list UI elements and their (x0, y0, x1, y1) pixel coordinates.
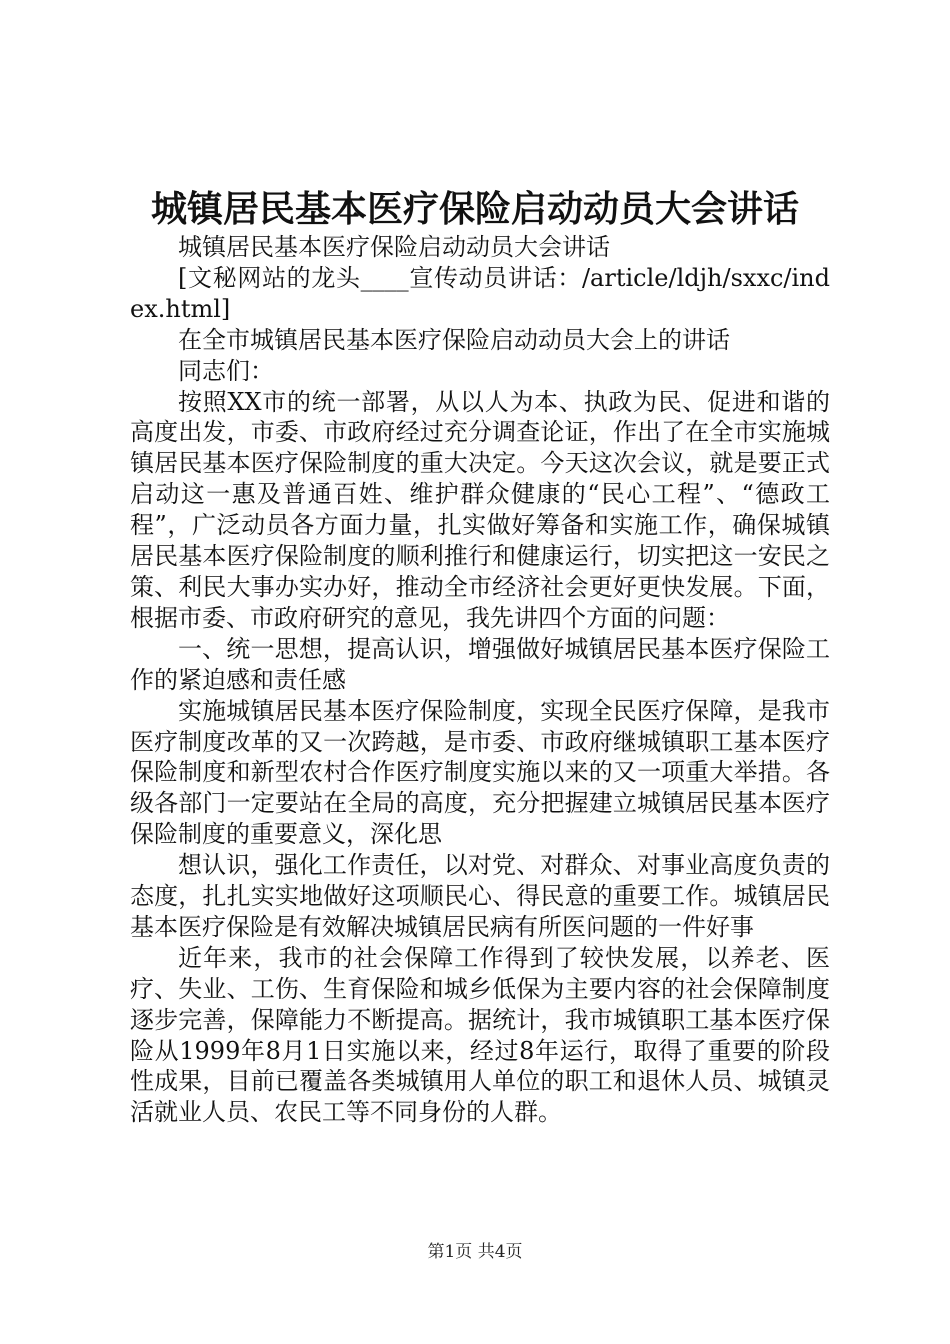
paragraph-subtitle: 城镇居民基本医疗保险启动动员大会讲话 (178, 233, 610, 261)
paragraph-source-link: [文秘网站的龙头____宣传动员讲话：/article/ldjh/sxxc/index.html] (130, 263, 830, 323)
paragraph-intro: 按照XX市的统一部署，从以人为本、执政为民、促进和谐的高度出发，市委、市政府经过充分调查论证，作出了在全市实施城镇居民基本医疗保险制度的重大决定。今天这次会议，就是要正式启动这一惠及普通百姓、维护群众健康的“民心工程”、“德政工程”，广泛动员各方面力量，扎实做好筹备和实施工作，确保城镇居民基本医疗保险制度的顺利推行和健康运行，切实把这一安民之策、利民大事办实办好，推动全市经济社会更好更快发展。下面，根据市委、市政府研究的意见，我先讲四个方面的问题： (130, 387, 830, 632)
paragraph-body-3: 近年来，我市的社会保障工作得到了较快发展，以养老、医疗、失业、工伤、生育保险和城乡低保为主要内容的社会保障制度逐步完善，保障能力不断提高。据统计，我市城镇职工基本医疗保险从1999年8月1日实施以来，经过8年运行，取得了重要的阶段性成果，目前已覆盖各类城镇用人单位的职工和退休人员、城镇灵活就业人员、农民工等不同身份的人群。 (130, 943, 830, 1127)
document-body (130, 232, 830, 1128)
page-number-indicator: 第1页 共4页 (427, 1242, 523, 1262)
document-title: 城镇居民基本医疗保险启动动员大会讲话 (150, 188, 799, 230)
paragraph-body-2: 想认识，强化工作责任，以对党、对群众、对事业高度负责的态度，扎扎实实地做好这项顺民心、得民意的重要工作。城镇居民基本医疗保险是有效解决城镇居民病有所医问题的一件好事 (130, 851, 830, 941)
paragraph-body-1: 实施城镇居民基本医疗保险制度，实现全民医疗保障，是我市医疗制度改革的又一次跨越，是市委、市政府继城镇职工基本医疗保险制度和新型农村合作医疗制度实施以来的又一项重大举措。各级各部门一定要站在全局的高度，充分把握建立城镇居民基本医疗保险制度的重要意义，深化思 (130, 696, 830, 849)
paragraph-section-heading-1: 一、统一思想，提高认识，增强做好城镇居民基本医疗保险工作的紧迫感和责任感 (130, 634, 830, 694)
paragraph-speech-heading: 在全市城镇居民基本医疗保险启动动员大会上的讲话 (178, 325, 730, 354)
paragraph-salutation: 同志们： (178, 356, 274, 385)
